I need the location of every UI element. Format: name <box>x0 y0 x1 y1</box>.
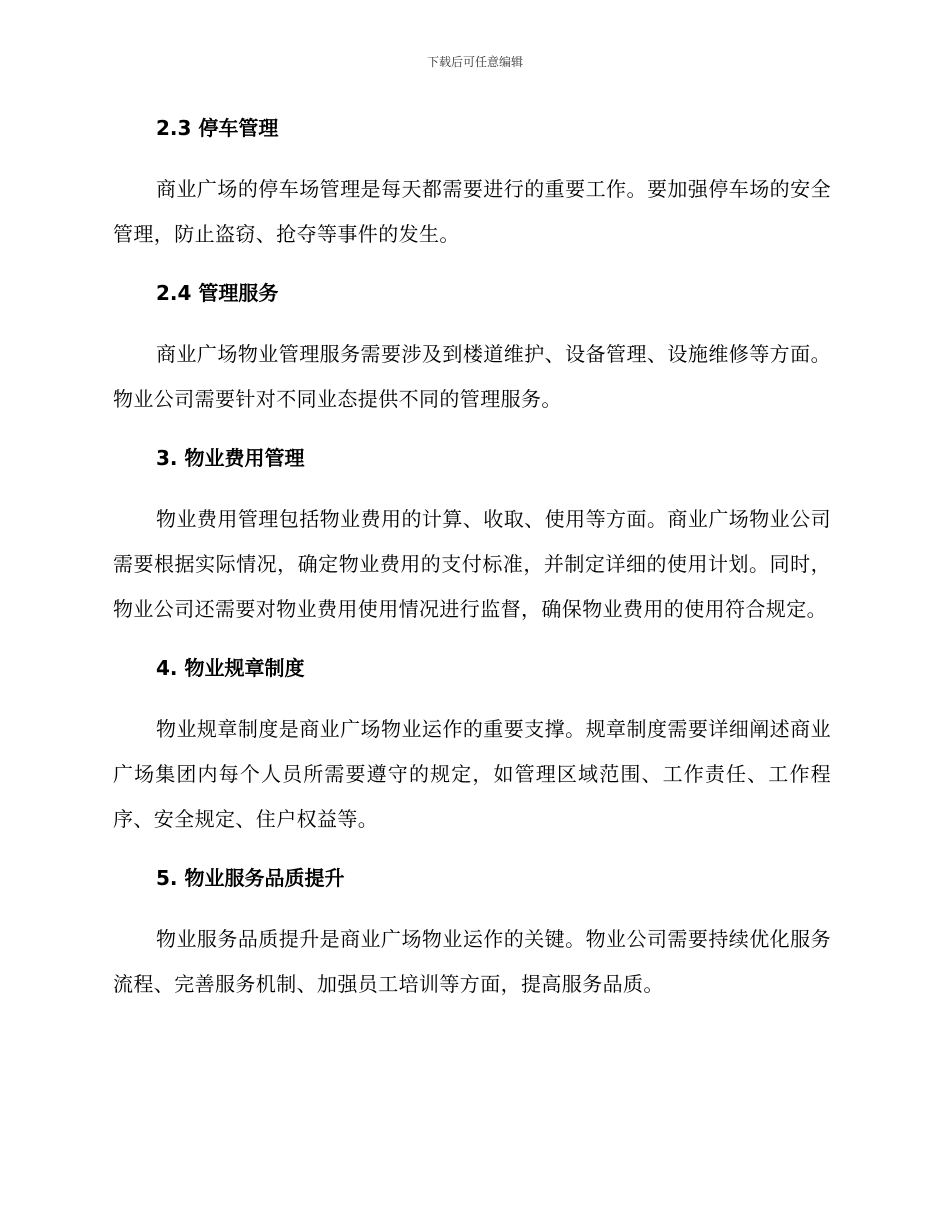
document-body <box>113 112 831 1007</box>
page-header-note: 下载后可任意编辑 <box>426 55 523 69</box>
section-heading-service-quality: 5. 物业服务品质提升 <box>156 866 345 890</box>
section-heading-parking: 2.3 停车管理 <box>156 116 279 140</box>
section-paragraph-regulations: 物业规章制度是商业广场物业运作的重要支撑。规章制度需要详细阐述商业广场集团内每个人员所需要遵守的规定，如管理区域范围、工作责任、工作程序、安全规定、住户权益等。 <box>113 717 831 831</box>
section-paragraph-management-service: 商业广场物业管理服务需要涉及到楼道维护、设备管理、设施维修等方面。物业公司需要针对不同业态提供不同的管理服务。 <box>113 342 831 411</box>
section-heading-regulations: 4. 物业规章制度 <box>156 656 305 680</box>
section-paragraph-parking: 商业广场的停车场管理是每天都需要进行的重要工作。要加强停车场的安全管理，防止盗窃、抢夺等事件的发生。 <box>113 177 831 246</box>
section-paragraph-property-fees: 物业费用管理包括物业费用的计算、收取、使用等方面。商业广场物业公司需要根据实际情况，确定物业费用的支付标准，并制定详细的使用计划。同时，物业公司还需要对物业费用使用情况进行监督，确保物业费用的使用符合规定。 <box>113 507 831 621</box>
section-heading-property-fees: 3. 物业费用管理 <box>156 446 305 470</box>
section-paragraph-service-quality: 物业服务品质提升是商业广场物业运作的关键。物业公司需要持续优化服务流程、完善服务机制、加强员工培训等方面，提高服务品质。 <box>113 927 831 996</box>
section-heading-management-service: 2.4 管理服务 <box>156 281 279 305</box>
